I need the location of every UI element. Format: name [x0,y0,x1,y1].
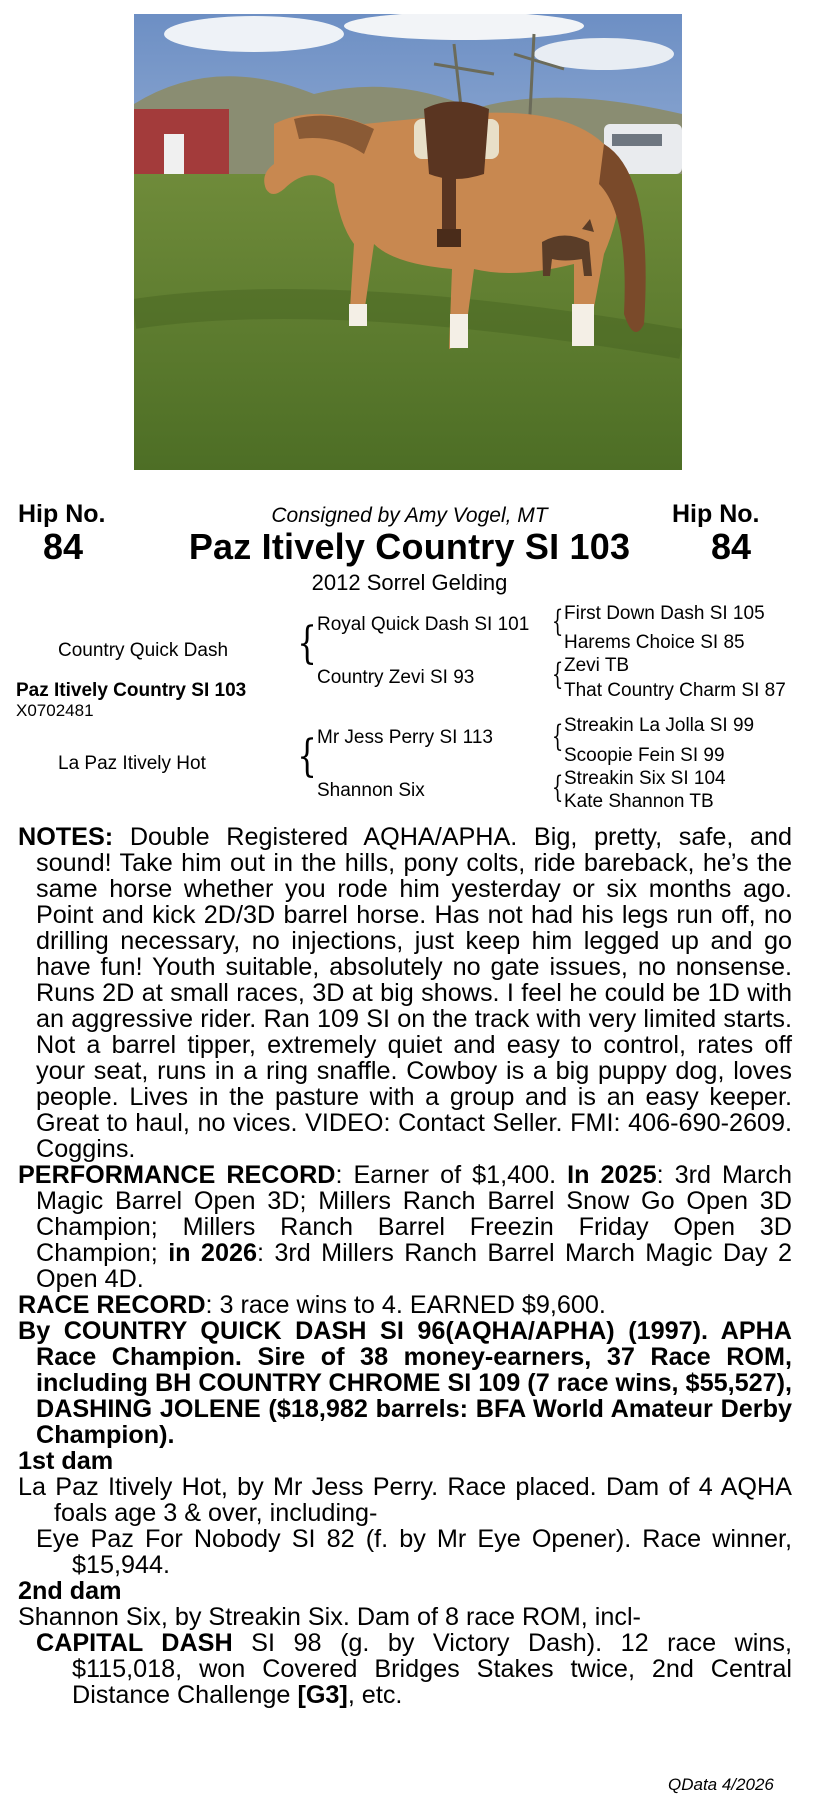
pedigree-sd-sire: Zevi TB [564,655,630,676]
notes-label: NOTES: [18,823,114,851]
pedigree-sire: Country Quick Dash [58,640,229,661]
first-dam-foal: Eye Paz For Nobody SI 82 (f. by Mr Eye Opener). Race winner, $15,944. [36,1525,792,1579]
brace-ss: { [551,604,564,639]
hip-label-right: Hip No. [672,500,760,528]
horse-photo [134,14,682,470]
race-text: : 3 race wins to 4. EARNED $9,600. [205,1291,606,1319]
pedigree-subject: Paz Itively Country SI 103 [16,680,247,701]
qdata-footer: QData 4/2026 [668,1775,774,1794]
registration-number: X0702481 [16,701,94,720]
brace-dd: { [551,770,564,805]
brace-dam: { [297,731,317,782]
catalog-body [18,824,792,1708]
pedigree-dam-dam: Shannon Six [317,780,425,801]
brace-sire: { [297,618,317,669]
brace-sd: { [551,657,564,692]
second-dam-foal-text: SI 98 (g. by Victory Dash). 12 race wins, $115,018, won Covered Bridges Stakes twice, 2nd Central Distance Challenge [72,1629,792,1709]
second-dam-text: Shannon Six, by Streakin Six. Dam of 8 race ROM, incl- [18,1603,641,1631]
pedigree-sire-dam: Country Zevi SI 93 [317,667,475,688]
pedigree-ss-dam: Harems Choice SI 85 [564,632,745,653]
performance-earner: : Earner of $1,400. [335,1161,557,1189]
pedigree-dam-sire: Mr Jess Perry SI 113 [317,727,493,748]
pedigree-dd-dam: Kate Shannon TB [564,791,714,812]
notes-paragraph [18,824,792,1162]
hip-number-left: 84 [43,526,84,567]
first-dam-text: La Paz Itively Hot, by Mr Jess Perry. Race placed. Dam of 4 AQHA foals age 3 & over, including- [18,1473,792,1527]
brace-ds: { [551,719,564,754]
second-dam-heading: 2nd dam [18,1577,122,1605]
second-dam-grade: [G3] [297,1681,348,1709]
performance-label: PERFORMANCE RECORD [18,1161,336,1189]
consignor: Consigned by Amy Vogel, MT [271,504,548,527]
second-dam-foal [18,1630,792,1708]
second-dam-etc: , etc. [347,1681,403,1709]
horse-description: 2012 Sorrel Gelding [311,570,508,595]
horse-name: Paz Itively Country SI 103 [188,526,631,567]
first-dam-heading: 1st dam [18,1447,114,1475]
performance-year2-text: : 3rd Millers Ranch Barrel March Magic Day 2 Open 4D. [36,1239,792,1293]
performance-year2: in 2026 [168,1239,257,1267]
second-dam-foal-name: CAPITAL DASH [36,1629,233,1657]
hip-label-left: Hip No. [18,500,106,528]
race-paragraph [18,1292,792,1318]
pedigree-ds-sire: Streakin La Jolla SI 99 [564,715,755,736]
pedigree-sd-dam: That Country Charm SI 87 [564,680,786,701]
performance-paragraph [18,1162,792,1292]
hip-number-right: 84 [711,526,752,567]
pedigree-ds-dam: Scoopie Fein SI 99 [564,745,725,766]
pedigree-ss-sire: First Down Dash SI 105 [564,603,765,624]
pedigree-dam: La Paz Itively Hot [58,753,206,774]
performance-year1: In 2025 [567,1161,657,1189]
race-label: RACE RECORD [18,1291,206,1319]
notes-text: Double Registered AQHA/APHA. Big, pretty, safe, and sound! Take him out in the hills, pony colts, ride bareback, he’s the same horse whether you rode him yesterday or six months ago. Point and kick 2D/3D barrel horse. Has not had his legs run off, no drilling necessary, no injections, just keep him legged up and go have fun! Youth suitable, absolutely no gate issues, no nonsense. Runs 2D at small races, 3D at big shows. I feel he could be 1D with an aggressive rider. Ran 109 SI on the track with very limited starts. Not a barrel tipper, extremely quiet and easy to control, rates off your seat, runs in a ring snaffle. Cowboy is a big puppy dog, loves people. Lives in the pasture with a group and is an easy keeper. Great to haul, no vices. VIDEO: Contact Seller. FMI: 406-690-2609. Coggins. [36,823,793,1163]
sire-paragraph: By COUNTRY QUICK DASH SI 96(AQHA/APHA) (1997). APHA Race Champion. Sire of 38 money-earners, 37 Race ROM, including BH COUNTRY CHROME SI 109 (7 race wins, $55,527), DASHING JOLENE ($18,982 barrels: BFA World Amateur Derby Champion). [18,1317,792,1449]
performance-year1-text: : 3rd March Magic Barrel Open 3D; Millers Ranch Barrel Snow Go Open 3D Champion; Millers Ranch Barrel Freezin Friday Open 3D Champion; [36,1161,792,1267]
pedigree-sire-sire: Royal Quick Dash SI 101 [317,614,530,635]
pedigree-dd-sire: Streakin Six SI 104 [564,768,726,789]
